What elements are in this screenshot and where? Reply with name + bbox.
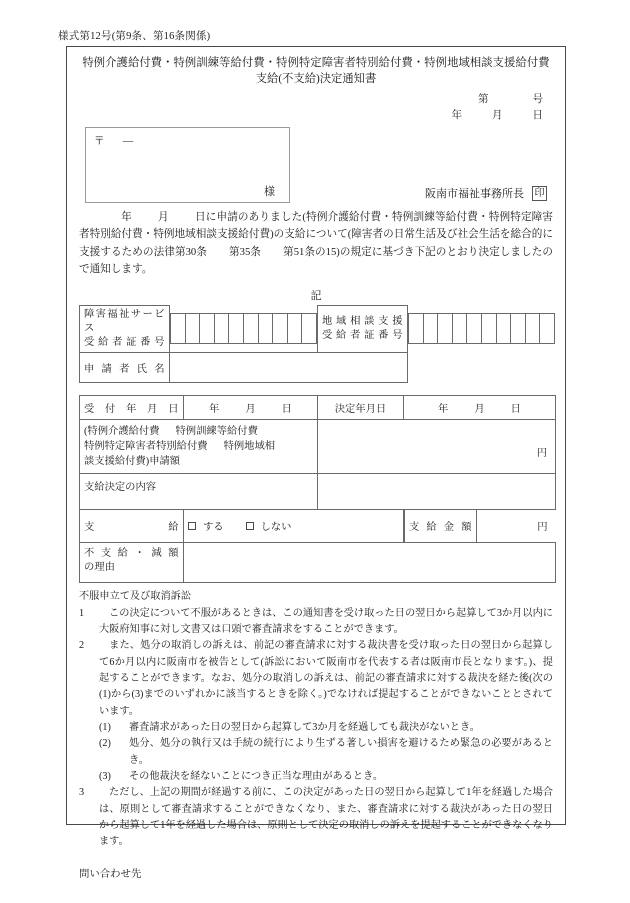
payment-amount-row (405, 510, 556, 542)
appeal-item (79, 606, 553, 639)
regional-cert-grid-row (409, 314, 555, 344)
reason-label-2: の理由 (84, 561, 115, 573)
payment-amount-table (404, 510, 556, 542)
body-law-3: 第51条の15)の規定に基づき下記のとおり決定しましたので通知します。 (79, 246, 553, 275)
appeal-item-text (99, 785, 553, 850)
receipt-date-label: 受付年月日 (80, 395, 184, 419)
payment-checkbox-group (184, 509, 404, 542)
addressee-band (67, 125, 565, 209)
cert-cell[interactable] (258, 313, 273, 343)
postal-mark-icon: 〒 (94, 136, 106, 148)
document-number-line (67, 92, 543, 108)
decision-date-label: 決定年月日 (318, 395, 404, 419)
decision-year: 年 (438, 403, 449, 415)
request-label-2a: 特例特定障害者特別給付費 (84, 440, 208, 452)
cert-cell[interactable] (214, 313, 229, 343)
cert-cell[interactable] (525, 314, 540, 344)
cert-cell[interactable] (511, 314, 526, 344)
appeal-item (79, 785, 553, 850)
check-dont-label: しない (260, 522, 292, 534)
request-label-1a: (特例介護給付費 (84, 425, 160, 437)
cert-cell[interactable] (200, 313, 215, 343)
appeal-subitem (79, 736, 553, 769)
request-label-line-1 (84, 424, 313, 439)
service-cert-grid-row (171, 313, 317, 343)
receipt-date-value[interactable] (184, 395, 318, 419)
postal-dash: — (122, 136, 135, 148)
payment-amount-wrap (404, 509, 556, 542)
body-law-2: 第35条 (228, 246, 261, 258)
regional-cert-number-grid[interactable] (408, 305, 556, 352)
decision-day: 日 (510, 403, 521, 415)
document-date-line (67, 108, 543, 124)
request-amount-yen-unit: 円 (536, 447, 547, 459)
cert-cell[interactable] (171, 313, 186, 343)
table-row-applicant-name (80, 352, 556, 382)
appeal-item-text (99, 606, 553, 639)
appeal-item-body: この決定について不服があるときは、この通知書を受け取った日の翌日から起算して3か月以内に大阪府知事に対し文書又は口頭で審査請求をすることができます。 (99, 607, 553, 636)
document-frame (66, 46, 566, 880)
amount-label: 支給金額 (405, 510, 477, 542)
reason-label-cell (80, 542, 184, 582)
cert-cell[interactable] (409, 314, 424, 344)
table-row-dates (80, 395, 556, 419)
cert-cell[interactable] (423, 314, 438, 344)
decision-date-value[interactable] (404, 395, 556, 419)
decision-month: 月 (474, 403, 485, 415)
date-day-label: 日 (532, 109, 543, 121)
service-cert-label-cell (80, 305, 170, 352)
appeal-item-text (99, 638, 553, 720)
regional-cert-label-2: 受給者証番号 (322, 329, 403, 341)
appeal-item-number: 2 (79, 640, 85, 652)
issuer-line (425, 185, 547, 201)
decision-content-label: 支給決定の内容 (80, 473, 318, 509)
number-unit: 号 (532, 93, 543, 105)
amount-value[interactable] (477, 510, 556, 542)
appeal-item-body: また、処分の取消しの訴えは、前記の審査請求に対する裁決書を受け取った日の翌日から起算して6か月以内に阪南市を被告として(訴訟において阪南市を代表する者は阪南市長となります。)、提起することができます。なお、処分の取消しの訴えは、前記の審査請求に対する裁決を経た後(次の(1)から(3)までのいずれかに該当するときを除く。)でなければ提起することができないこととされています。 (99, 640, 553, 717)
body-text-main: 日に申請のありました(特例介護給付費・特例訓練等給付費・特例特定障害者特別給付費・特例地域相談支援給付費)の支給について(障害者の日常生活及び社会生活を総合的に支援するための法律第30条 (79, 212, 554, 258)
receipt-year: 年 (209, 403, 220, 415)
service-cert-grid-inner (170, 313, 317, 344)
appeal-section (67, 583, 565, 884)
cert-cell[interactable] (243, 313, 258, 343)
cert-cell[interactable] (273, 313, 288, 343)
id-table-wrap (67, 305, 565, 383)
service-cert-label-2: 受給者証番号 (84, 336, 165, 348)
appeal-subitem-number: (3) (99, 770, 111, 782)
appeal-item-number: 3 (79, 787, 85, 799)
addressee-honorific: 様 (264, 186, 275, 199)
cert-cell[interactable] (467, 314, 482, 344)
body-year: 年 (121, 212, 132, 224)
cert-cell[interactable] (540, 314, 555, 344)
table-row-decision-content (80, 473, 556, 509)
request-label-line-2 (84, 439, 313, 454)
appeal-subitem-number: (1) (99, 722, 111, 734)
appeal-subitem (79, 769, 553, 785)
applicant-name-spacer (408, 352, 556, 382)
ki-mark: 記 (310, 289, 322, 302)
request-label-2b: 特例地域相 (223, 440, 276, 452)
table-row-reason (80, 542, 556, 582)
title-block (67, 47, 565, 88)
body-month: 月 (157, 212, 169, 224)
table-row-request-amount (80, 419, 556, 473)
appeal-subitem-number: (2) (99, 738, 111, 750)
reason-value[interactable] (184, 542, 556, 582)
appeal-subitem-text: 処分、処分の執行又は手続の続行により生ずる著しい損害を避けるため緊急の必要があるとき。 (129, 738, 553, 766)
regional-cert-label-1: 地域相談支援 (322, 315, 403, 327)
cert-cell[interactable] (229, 313, 244, 343)
service-cert-number-grid[interactable] (170, 305, 318, 352)
receipt-day: 日 (281, 403, 292, 415)
date-month-label: 月 (492, 109, 503, 121)
form-code: 様式第12号(第9条、第16条関係) (58, 31, 211, 42)
appeal-subitem-text: 審査請求があった日の翌日から起算して3か月を経過しても裁決がないとき。 (129, 722, 480, 734)
applicant-name-value[interactable] (170, 352, 408, 382)
main-table-wrap (67, 383, 565, 583)
date-year-label: 年 (451, 109, 462, 121)
cert-cell[interactable] (287, 313, 302, 343)
regional-cert-label-cell (318, 305, 408, 352)
cert-cell[interactable] (452, 314, 467, 344)
number-label: 第 (478, 93, 489, 105)
appeal-item-number: 1 (79, 607, 85, 619)
title-line-1: 特例介護給付費・特例訓練等給付費・特例特定障害者特別給付費・特例地域相談支援給付費 (82, 57, 550, 69)
cert-cell[interactable] (185, 313, 200, 343)
service-cert-label-1: 障害福祉サービス (84, 308, 165, 334)
receipt-month: 月 (245, 403, 256, 415)
decision-content-value[interactable] (318, 473, 556, 509)
request-label-1b: 特例訓練等給付費 (175, 425, 258, 437)
issuer-name: 阪南市福祉事務所長 (425, 188, 524, 201)
appeal-subitem (79, 720, 553, 736)
seal-stamp-box: 印 (532, 186, 547, 201)
cert-cell[interactable] (496, 314, 511, 344)
address-box (85, 127, 290, 203)
appeal-heading: 不服申立て及び取消訴訟 (79, 590, 192, 602)
document-meta (67, 92, 565, 124)
cert-cell[interactable] (481, 314, 496, 344)
cert-cell[interactable] (438, 314, 453, 344)
request-amount-label-cell (80, 419, 318, 473)
checkbox-dont-icon[interactable] (246, 522, 254, 530)
table-row-certificate-numbers (80, 305, 556, 352)
amount-yen-unit: 円 (537, 522, 548, 534)
decision-main-table (79, 395, 556, 583)
postal-row (86, 128, 289, 148)
request-amount-value[interactable] (318, 419, 556, 473)
appeal-item (79, 638, 553, 720)
table-row-payment (80, 509, 556, 542)
appeal-item-body: ただし、上記の期間が経過する前に、この決定があった日の翌日から起算して1年を経過した場合は、原則として審査請求することができなくなり、また、審査請求に対する裁決があった日の翌日から起算して1年を経過した場合は、原則として決定の取消しの訴えを提起することができなくなります。 (99, 787, 553, 848)
contact-label: 問い合わせ先 (79, 868, 142, 880)
appeal-subitem-text: その他裁決を経ないことにつき正当な理由があるとき。 (129, 770, 384, 782)
request-label-line-3: 談支援給付費)申請額 (84, 456, 181, 468)
check-do-label: する (203, 522, 224, 534)
checkbox-do-icon[interactable] (188, 522, 196, 530)
payment-label: 支給 (80, 509, 184, 542)
title-line-2: 支給(不支給)決定通知書 (255, 73, 377, 86)
reason-label-1: 不支給・減額 (84, 547, 179, 559)
applicant-name-label: 申請者氏名 (80, 352, 170, 382)
recipient-id-table (79, 305, 556, 383)
cert-cell[interactable] (302, 313, 317, 343)
body-paragraph (67, 209, 565, 278)
regional-cert-grid-inner (408, 313, 555, 344)
